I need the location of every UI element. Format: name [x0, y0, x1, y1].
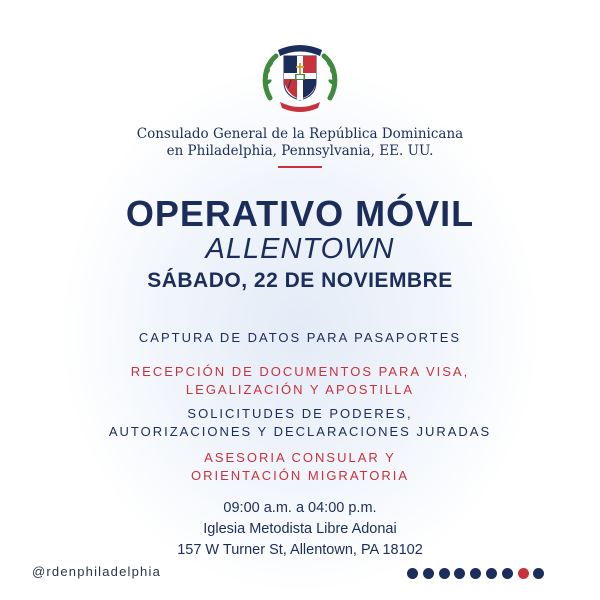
page-dot: [439, 568, 450, 579]
page-dot: [470, 568, 481, 579]
service-advisory-line2: ORIENTACIÓN MIGRATORIA: [190, 468, 410, 483]
event-title: OPERATIVO MÓVIL: [125, 193, 475, 234]
service-visa-line2: LEGALIZACIÓN Y APOSTILLA: [185, 382, 415, 397]
consulate-location: en Philadelphia, Pennsylvania, EE. UU.: [166, 143, 434, 159]
dominican-coat-of-arms-icon: [258, 36, 342, 120]
social-handle: @rdenphiladelphia: [32, 564, 162, 579]
service-passport: CAPTURA DE DATOS PARA PASAPORTES: [138, 330, 462, 345]
page-dot: [533, 568, 544, 579]
service-advisory-line1: ASESORIA CONSULAR Y: [204, 450, 396, 465]
page-dot: [407, 568, 418, 579]
event-venue: Iglesia Metodista Libre Adonai: [203, 521, 397, 537]
service-visa-line1: RECEPCIÓN DE DOCUMENTOS PARA VISA,: [130, 364, 470, 379]
service-powers-line2: AUTORIZACIONES Y DECLARACIONES JURADAS: [108, 424, 492, 439]
consulate-name: Consulado General de la República Dominicana: [136, 126, 464, 142]
divider: [278, 166, 322, 168]
event-time: 09:00 a.m. a 04:00 p.m.: [223, 500, 377, 516]
service-powers-line1: SOLICITUDES DE PODERES,: [187, 406, 413, 421]
page-dot: [423, 568, 434, 579]
event-address: 157 W Turner St, Allentown, PA 18102: [177, 542, 423, 558]
page-indicator-dots: [407, 568, 544, 580]
event-date: SÁBADO, 22 DE NOVIEMBRE: [147, 269, 453, 292]
page-dot: [502, 568, 513, 579]
page-dot: [486, 568, 497, 579]
event-city: ALLENTOWN: [205, 233, 395, 265]
page-dot-active: [518, 568, 529, 579]
page-dot: [454, 568, 465, 579]
